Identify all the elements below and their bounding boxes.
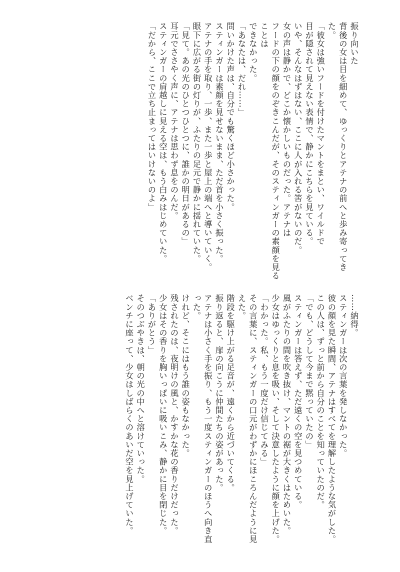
paragraph: その言葉に、スティンガーの口元がわずかにほころんだように見えた。 bbox=[237, 294, 259, 544]
paragraph: 「あなたは、だれ……」 bbox=[237, 22, 248, 117]
paragraph: 残されたのは、夜明けの風と、かすかな花の香りだけだった。 bbox=[170, 294, 180, 535]
paragraph: 振り返ると、扉の向こうに仲間たちの姿があった。 bbox=[215, 294, 225, 492]
paragraph: スティンガーは答えず、ただ遠くの空を見つめている。 bbox=[293, 294, 304, 509]
paragraph: 女の声は静かで、どこか懐かしいものだった。アテナは bbox=[282, 22, 293, 237]
paragraph: 階段を駆け上がる足音が、遠くから近づいてくる。 bbox=[226, 294, 237, 492]
paragraph: 「見て。あの光のひとつひとつに、誰かの明日があるの」 bbox=[181, 22, 192, 246]
text-column-top bbox=[35, 22, 360, 280]
paragraph: 少女はゆっくりと息を吸い、そして決意したように顔を上げた。 bbox=[271, 294, 282, 544]
paragraph: スティンガーの肩越しに見える空は、もう白みはじめていた。 bbox=[158, 22, 169, 263]
paragraph: 背後の女は目を細めて、ゆっくりとアテナの前へと歩み寄ってきた。 bbox=[327, 22, 349, 272]
paragraph: ベンチに座って、少女はしばらくのあいだ空を見上げていた。 bbox=[125, 294, 135, 535]
paragraph: 少女はその香りを胸いっぱいに吸いこみ、静かに目を閉じた。 bbox=[158, 294, 169, 535]
paragraph: けれど、そこにはもう誰の姿もなかった。 bbox=[181, 294, 192, 458]
paragraph: できなかった。 bbox=[248, 22, 259, 83]
paragraph: 「でも、どうして今まで黙っていたの」 bbox=[305, 294, 315, 449]
paragraph: 「彼女は強いフードを付けたマントをまとい、ワイルドで bbox=[316, 22, 327, 246]
paragraph: アテナは小さく手を振り、もう一度スティンガーのほうへ向き直った。 bbox=[192, 294, 214, 544]
paragraph: ……納得。 bbox=[350, 294, 360, 337]
paragraph: 耳元でささやく声に、アテナは思わず息をのんだ。 bbox=[170, 22, 180, 220]
paragraph: 「ありがとう」 bbox=[147, 294, 158, 355]
paragraph: いや、そんなはずはない、ここに人が入れる筈がないのだ。 bbox=[293, 22, 304, 255]
paragraph: 目が隠されて見えない表情で、静かにこちらを見ている。 bbox=[305, 22, 315, 246]
paragraph: 彼の顔を見た瞬間、アテナはすべてを理解したような気がした。 bbox=[327, 294, 338, 544]
paragraph: 「だから、ここで立ち止まってはいけないのよ」 bbox=[147, 22, 158, 212]
paragraph: 振り向いた bbox=[350, 22, 360, 65]
paragraph: 眼下に広がる街の灯りが、ふたりの足元で静かに揺れていた。 bbox=[192, 22, 203, 263]
paragraph: スティンガーは次の言葉を発しなかった。 bbox=[338, 294, 349, 458]
paragraph: フードの下の顔をのぞきこんだが、そのスティンガーの素顔を見ることは bbox=[260, 22, 282, 280]
paragraph: 風がふたりの間を吹き抜け、マントの裾が大きくはためいた。 bbox=[282, 294, 293, 535]
paragraph: そのつぶやきは、朝の光の中へと溶けていった。 bbox=[136, 294, 147, 484]
paragraph: スティンガーは素顔を見せないまま、ただ首を小さく振った。 bbox=[215, 22, 225, 263]
paragraph: アテナの手を取り、一歩、また一歩と屋上の端へと導いていく。 bbox=[203, 22, 214, 272]
paragraph: この人は、ずっと前から自分のことを知っていたのだ。 bbox=[316, 294, 327, 509]
paragraph: 「わかった。私、もう一度だけ信じてみる」 bbox=[260, 294, 270, 466]
text-column-bottom bbox=[35, 294, 360, 546]
paragraph: 問いかけた声は、自分でも驚くほど小さかった。 bbox=[226, 22, 237, 212]
